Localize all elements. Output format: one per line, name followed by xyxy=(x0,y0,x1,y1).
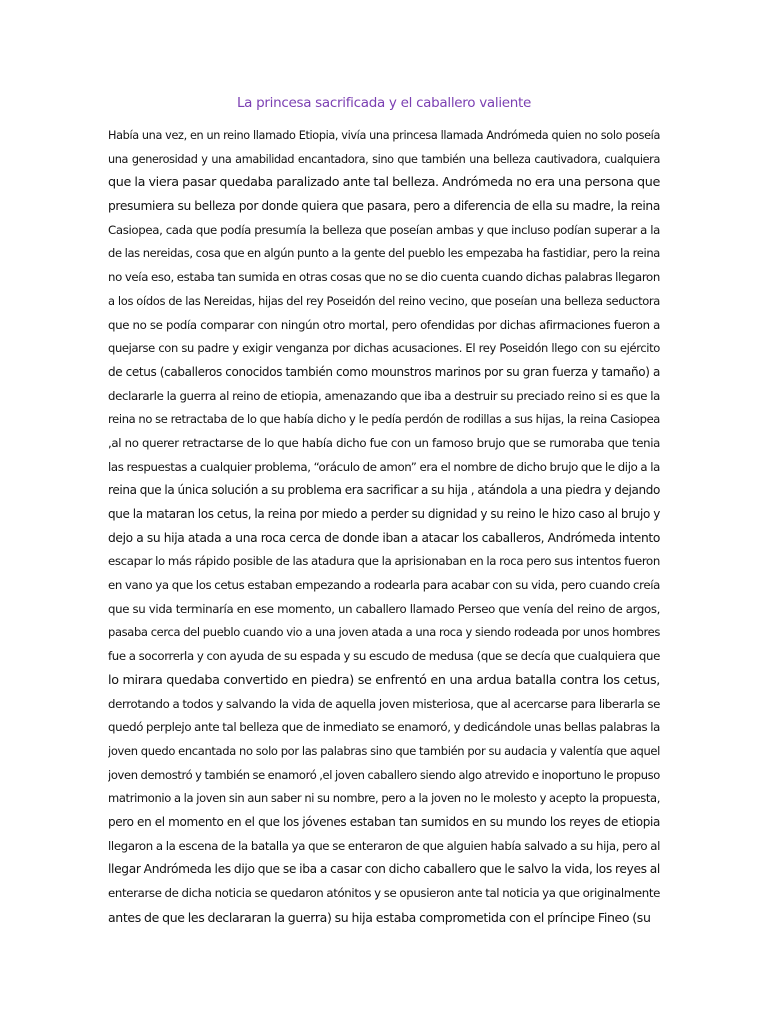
body-line: que la mataran los cetus, la reina por miedo a perder su dignidad y su reino le hizo caso al brujo y xyxy=(108,507,660,521)
body-line: quedó perplejo ante tal belleza que de inmediato se enamoró, y dedicándole unas bellas palabras la xyxy=(108,720,660,735)
body-line: que la viera pasar quedaba paralizado ante tal belleza. Andrómeda no era una persona que xyxy=(108,175,660,191)
body-line: reina que la única solución a su problema era sacrificar a su hija , atándola a una piedra y dejando xyxy=(108,483,660,498)
body-line: antes de que les declararan la guerra) su hija estaba comprometida con el príncipe Fineo (su xyxy=(108,909,651,925)
body-line: ,al no querer retractarse de lo que había dicho fue con un famoso brujo que se rumoraba que tenia xyxy=(108,435,660,450)
body-line: en vano ya que los cetus estaban empezando a rodearla para acabar con su vida, pero cuando creía xyxy=(108,578,660,593)
body-line: de cetus (caballeros conocidos también como mounstros marinos por su gran fuerza y tamaño) a xyxy=(108,364,660,379)
body-line: escapar lo más rápido posible de las atadura que la aprisionaban en la roca pero sus intentos fueron xyxy=(108,554,660,569)
body-line: que su vida terminaría en ese momento, un caballero llamado Perseo que venía del reino de argos, xyxy=(108,601,660,616)
body-line: declararle la guerra al reino de etiopia, amenazando que iba a destruir su preciado reino si es que la xyxy=(108,388,660,403)
body-line: enterarse de dicha noticia se quedaron atónitos y se opusieron ante tal noticia ya que originalmente xyxy=(108,886,660,900)
body-line: que no se podía comparar con ningún otro mortal, pero ofendidas por dichas afirmaciones fueron a xyxy=(108,317,660,332)
body-line: de las nereidas, cosa que en algún punto a la gente del pueblo les empezaba ha fastidiar, pero la reina xyxy=(108,246,660,261)
body-line: Había una vez, en un reino llamado Etiopia, vivía una princesa llamada Andrómeda quien no solo poseía xyxy=(108,129,660,142)
body-line: joven demostró y también se enamoró ,el joven caballero siendo algo atrevido e inoportuno le propuso xyxy=(108,767,660,782)
document-body xyxy=(108,124,660,929)
document-title: La princesa sacrificada y el caballero valiente xyxy=(236,95,532,111)
body-line: derrotando a todos y salvando la vida de aquella joven misteriosa, que al acercarse para liberarla se xyxy=(108,696,660,711)
body-line: fue a socorrerla y con ayuda de su espada y su escudo de medusa (que se decía que cualquiera que xyxy=(108,649,660,664)
body-line: las respuestas a cualquier problema, “oráculo de amon” era el nombre de dicho brujo que le dijo a la xyxy=(108,459,660,474)
body-line: quejarse con su padre y exigir venganza por dichas acusaciones. El rey Poseidón llego con su ejército xyxy=(108,341,660,356)
body-line: llegar Andrómeda les dijo que se iba a casar con dicho caballero que le salvo la vida, los reyes al xyxy=(108,862,660,877)
body-line: presumiera su belleza por donde quiera que pasara, pero a diferencia de ella su madre, la reina xyxy=(108,199,660,214)
body-line: dejo a su hija atada a una roca cerca de donde iban a atacar los caballeros, Andrómeda intento xyxy=(108,530,660,545)
body-line: lo mirara quedaba convertido en piedra) se enfrentó en una ardua batalla contra los cetus, xyxy=(108,672,660,688)
body-line: joven quedo encantada no solo por las palabras sino que también por su audacia y valentía que aquel xyxy=(108,743,660,758)
body-line: no veía eso, estaba tan sumida en otras cosas que no se dio cuenta cuando dichas palabras llegaron xyxy=(108,270,660,285)
body-line: Casiopea, cada que podía presumía la belleza que poseían ambas y que incluso podían superar a la xyxy=(108,222,660,237)
body-line: pero en el momento en el que los jóvenes estaban tan sumidos en su mundo los reyes de etiopia xyxy=(108,814,660,829)
body-line: una generosidad y una amabilidad encantadora, sino que también una belleza cautivadora, cualquiera xyxy=(108,152,660,166)
body-line: llegaron a la escena de la batalla ya que se enteraron de que alguien había salvado a su hija, pero al xyxy=(108,838,660,853)
body-line: pasaba cerca del pueblo cuando vio a una joven atada a una roca y siendo rodeada por unos hombres xyxy=(108,625,660,640)
body-line: matrimonio a la joven sin aun saber ni su nombre, pero a la joven no le molesto y acepto la propuesta, xyxy=(108,791,660,806)
body-line: a los oídos de las Nereidas, hijas del rey Poseidón del reino vecino, que poseían una belleza seductora xyxy=(108,293,660,308)
body-line: reina no se retractaba de lo que había dicho y le pedía perdón de rodillas a sus hijas, la reina Casiopea xyxy=(108,412,660,427)
